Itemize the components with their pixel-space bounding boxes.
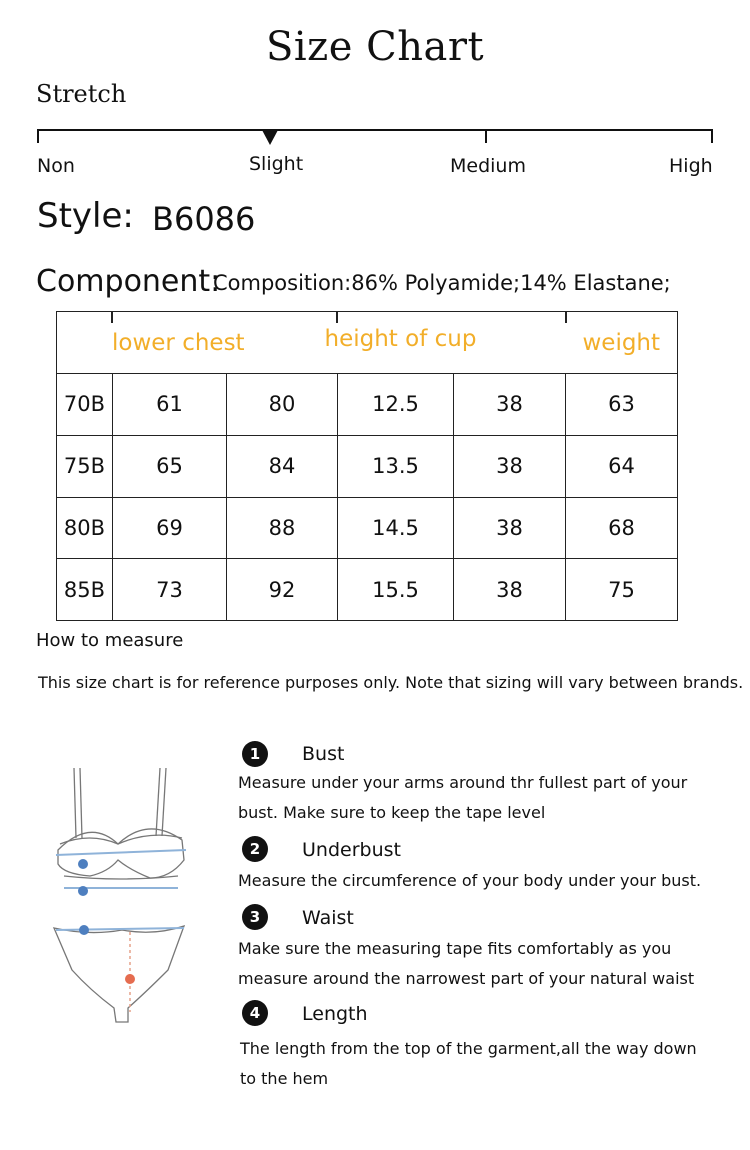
table-cell: 65	[113, 435, 227, 497]
header-tick	[336, 311, 338, 323]
page-title: Size Chart	[265, 24, 485, 70]
stretch-pointer-icon	[262, 130, 278, 145]
number-4-icon: 4	[242, 1000, 268, 1026]
table-cell: 69	[113, 497, 227, 559]
size-cell: 75B	[57, 435, 113, 497]
size-table	[56, 311, 678, 621]
table-cell: 73	[113, 559, 227, 621]
how-to-measure-title: How to measure	[36, 630, 184, 651]
number-2-icon: 2	[242, 836, 268, 862]
table-row	[57, 497, 678, 559]
table-cell: 84	[227, 435, 338, 497]
stretch-level-high: High	[669, 155, 713, 177]
header-cell	[566, 312, 678, 374]
table-cell: 64	[566, 435, 678, 497]
table-cell: 38	[454, 374, 566, 436]
measure-underbust-title: Underbust	[302, 839, 401, 861]
number-1-icon: 1	[242, 741, 268, 767]
table-cell: 92	[227, 559, 338, 621]
reference-note: This size chart is for reference purposes only. Note that sizing will vary between brands.	[38, 673, 744, 692]
header-height-of-cup: height of cup	[324, 325, 477, 352]
table-cell: 13.5	[338, 435, 454, 497]
table-row	[57, 374, 678, 436]
garment-illustration	[50, 760, 200, 1045]
table-cell: 12.5	[338, 374, 454, 436]
table-cell: 38	[454, 497, 566, 559]
size-cell: 85B	[57, 559, 113, 621]
number-3-icon: 3	[242, 904, 268, 930]
table-cell: 88	[227, 497, 338, 559]
measure-underbust-text: Measure the circumference of your body under your bust.	[238, 871, 702, 890]
table-cell: 15.5	[338, 559, 454, 621]
header-lower-chest: lower chest	[112, 329, 245, 356]
table-cell: 38	[454, 435, 566, 497]
measure-waist-title: Waist	[302, 907, 354, 929]
table-row	[57, 435, 678, 497]
header-tick	[111, 311, 113, 323]
size-cell: 70B	[57, 374, 113, 436]
table-cell: 75	[566, 559, 678, 621]
measure-length-title: Length	[302, 1003, 368, 1025]
stretch-scale-line	[37, 129, 713, 131]
style-label: Style:	[37, 196, 134, 236]
scale-tick-high	[711, 129, 713, 143]
header-cell	[324, 312, 566, 374]
size-cell: 80B	[57, 497, 113, 559]
stretch-label: Stretch	[36, 80, 127, 108]
table-cell: 61	[113, 374, 227, 436]
measure-bust-title: Bust	[302, 743, 345, 765]
component-label: Component:	[36, 264, 221, 299]
scale-tick-non	[37, 129, 39, 143]
stretch-level-non: Non	[37, 155, 75, 177]
style-value: B6086	[152, 200, 256, 238]
scale-tick-medium	[485, 129, 487, 143]
header-cell	[57, 312, 338, 374]
component-value: Composition:86% Polyamide;14% Elastane;	[213, 271, 671, 295]
measure-waist-text: Make sure the measuring tape fits comfortably as you measure around the narrowest part of your natural waist	[238, 939, 695, 988]
stretch-level-medium: Medium	[450, 155, 526, 177]
table-cell: 63	[566, 374, 678, 436]
measure-bust-text: Measure under your arms around thr fullest part of your bust. Make sure to keep the tape level	[238, 773, 688, 822]
header-tick	[565, 311, 567, 323]
stretch-level-slight: Slight	[249, 153, 304, 175]
table-row	[57, 559, 678, 621]
table-cell: 14.5	[338, 497, 454, 559]
table-header-row	[57, 312, 678, 374]
table-cell: 80	[227, 374, 338, 436]
measure-length-text: The length from the top of the garment,all the way down to the hem	[240, 1039, 697, 1088]
header-weight: weight	[582, 329, 661, 356]
table-cell: 38	[454, 559, 566, 621]
table-cell: 68	[566, 497, 678, 559]
